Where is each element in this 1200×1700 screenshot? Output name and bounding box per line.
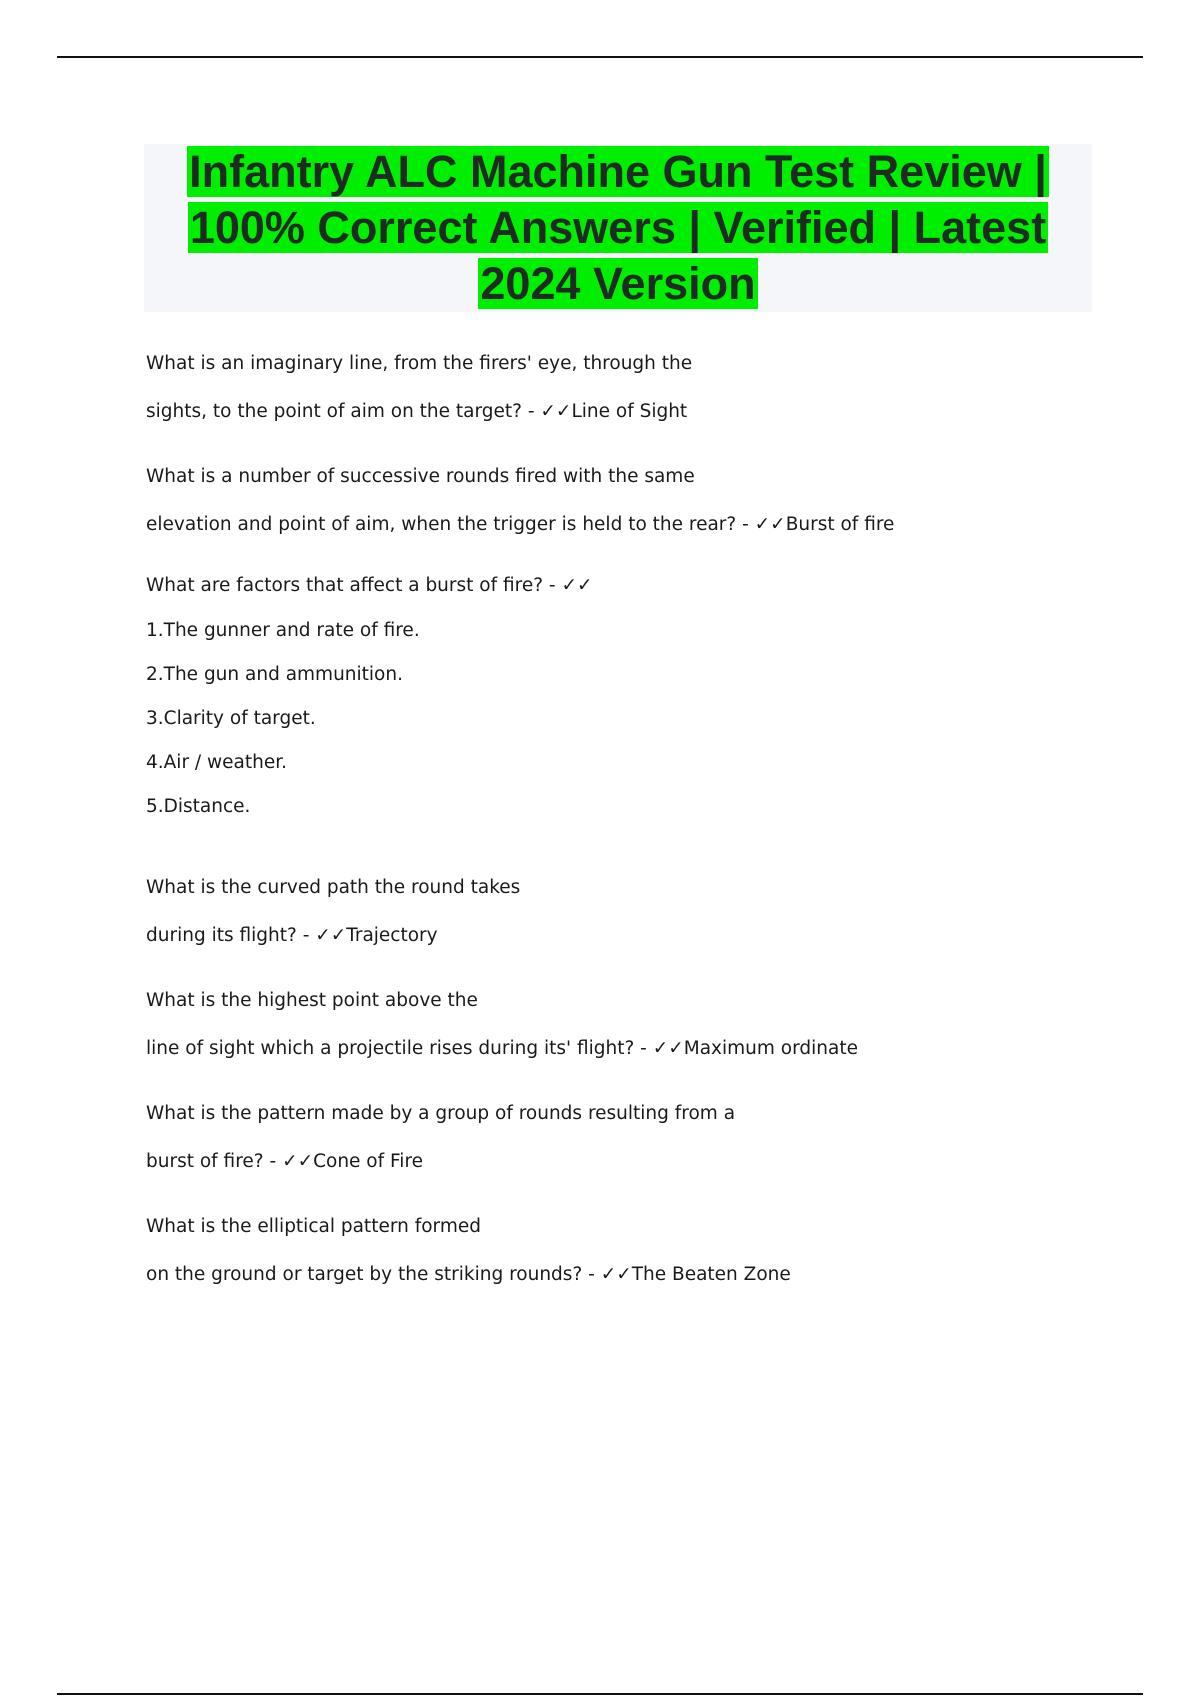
qa-item (146, 989, 1126, 1061)
answer-text: Burst of fire (785, 514, 895, 535)
answer-text: Line of Sight (571, 401, 688, 422)
double-check-icon: ✓✓ (652, 1038, 684, 1059)
document-title (144, 144, 1092, 312)
qa-item (146, 1102, 1126, 1174)
answer-text: The Beaten Zone (631, 1264, 791, 1285)
question-line: What is the curved path the round takes (146, 877, 521, 898)
question-line: sights, to the point of aim on the target? - ✓✓Line of Sight (146, 401, 688, 422)
question-line: What is a number of successive rounds fired with the same (146, 466, 695, 487)
title-line-3: 2024 Version (480, 258, 756, 309)
qa-content (146, 352, 1126, 1328)
answer-text: Cone of Fire (313, 1151, 424, 1172)
answer-text: Trajectory (346, 925, 438, 946)
question-line: What are factors that affect a burst of fire? - ✓✓ (146, 575, 593, 596)
list-item: 1.The gunner and rate of fire. (146, 620, 420, 641)
question-line: burst of fire? - ✓✓Cone of Fire (146, 1151, 424, 1172)
qa-item (146, 465, 1126, 537)
question-line: elevation and point of aim, when the trigger is held to the rear? - ✓✓Burst of fire (146, 514, 895, 535)
question-line: What is the highest point above the (146, 990, 478, 1011)
list-item: 5.Distance. (146, 796, 251, 817)
list-item: 3.Clarity of target. (146, 708, 316, 729)
double-check-icon: ✓✓ (315, 925, 347, 946)
qa-item (146, 876, 1126, 948)
answer-text: Maximum ordinate (683, 1038, 858, 1059)
question-line: What is the elliptical pattern formed (146, 1216, 481, 1237)
top-rule (57, 56, 1143, 58)
list-item: 4.Air / weather. (146, 752, 288, 773)
double-check-icon: ✓✓ (561, 575, 593, 596)
list-item: 2.The gun and ammunition. (146, 664, 403, 685)
question-line: on the ground or target by the striking rounds? - ✓✓The Beaten Zone (146, 1264, 791, 1285)
question-line: What is the pattern made by a group of rounds resulting from a (146, 1103, 736, 1124)
title-line-1: Infantry ALC Machine Gun Test Review | (189, 146, 1047, 197)
double-check-icon: ✓✓ (282, 1151, 314, 1172)
qa-item (146, 574, 1126, 818)
question-line: What is an imaginary line, from the firers' eye, through the (146, 353, 693, 374)
double-check-icon: ✓✓ (600, 1264, 632, 1285)
question-line: during its flight? - ✓✓Trajectory (146, 925, 438, 946)
title-block (144, 144, 1092, 312)
qa-item (146, 352, 1126, 424)
double-check-icon: ✓✓ (540, 401, 572, 422)
double-check-icon: ✓✓ (754, 514, 786, 535)
bottom-rule (57, 1693, 1143, 1695)
question-line: line of sight which a projectile rises during its' flight? - ✓✓Maximum ordinate (146, 1038, 858, 1059)
title-line-2: 100% Correct Answers | Verified | Latest (189, 202, 1047, 253)
qa-item (146, 1215, 1126, 1287)
